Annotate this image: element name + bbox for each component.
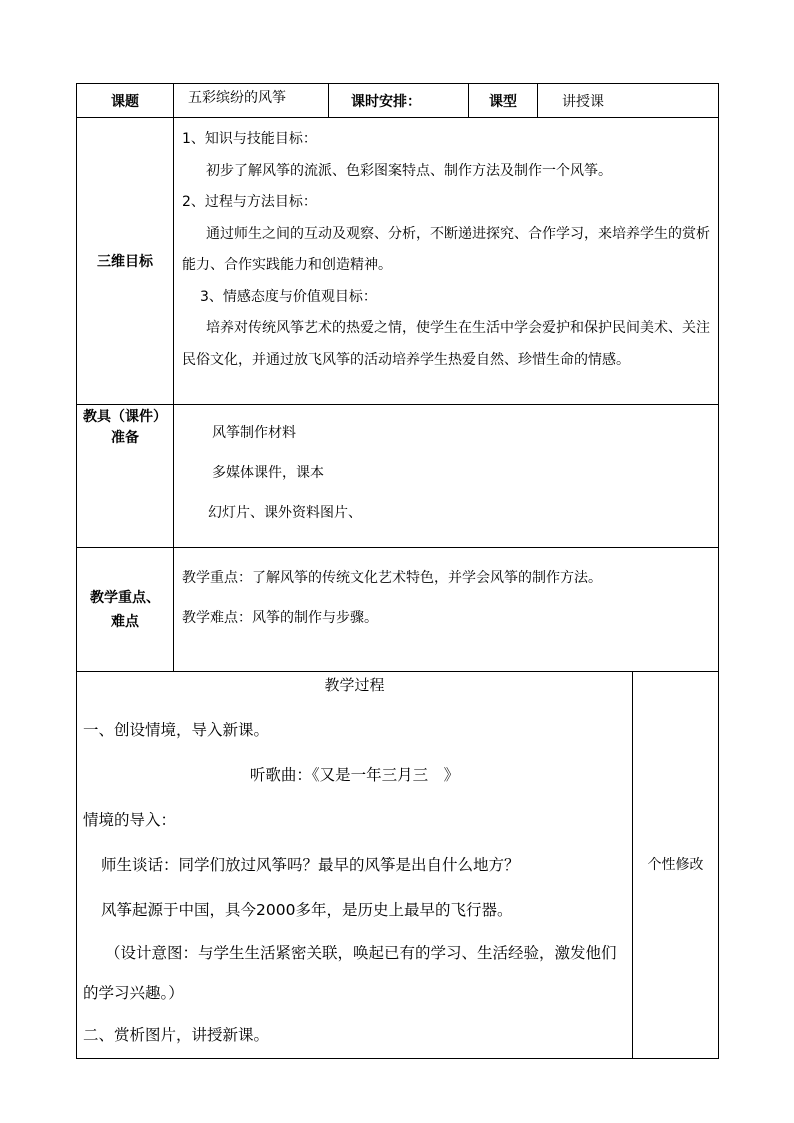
goal-process-heading: 2、过程与方法目标： <box>182 194 317 210</box>
process-context-intro: 情境的导入： <box>83 811 177 829</box>
tools-item-courseware: 多媒体课件，课本 <box>212 465 324 481</box>
personal-revision-heading: 个性修改 <box>647 857 704 873</box>
tools-label-line1: 教具（课件） <box>83 409 167 425</box>
topic-value: 五彩缤纷的风筝 <box>174 84 329 118</box>
schedule-label: 课时安排： <box>329 84 469 118</box>
goal-process-text: 通过师生之间的互动及观察、分析，不断递进探究、合作学习，来培养学生的赏析能力、合作实践能力和创造精神。 <box>182 225 710 273</box>
tools-content <box>174 405 719 548</box>
topic-label: 课题 <box>77 84 174 118</box>
tools-label-line2: 准备 <box>111 430 139 446</box>
process-step1: 一、创设情境，导入新课。 <box>83 721 270 739</box>
goals-row <box>77 118 719 405</box>
goal-knowledge-text: 初步了解风筝的流派、色彩图案特点、制作方法及制作一个风筝。 <box>206 162 612 179</box>
key-points-row <box>77 548 719 672</box>
process-heading: 教学过程 <box>324 676 385 694</box>
header-row <box>77 84 719 118</box>
key-label-line2: 难点 <box>111 613 139 630</box>
lesson-plan-table <box>76 83 719 1059</box>
process-design-intent: （设计意图：与学生生活紧密关联，唤起已有的学习、生活经验，激发他们的学习兴趣。） <box>83 944 617 1002</box>
key-difficulty-text: 教学难点：风筝的制作与步骤。 <box>182 610 378 626</box>
type-value: 讲授课 <box>538 84 719 118</box>
type-label: 课型 <box>469 84 538 118</box>
tools-label <box>77 405 174 548</box>
tools-row <box>77 405 719 548</box>
tools-item-materials: 风筝制作材料 <box>212 425 296 441</box>
process-dialogue: 师生谈话：同学们放过风筝吗？最早的风筝是出自什么地方？ <box>101 856 520 874</box>
goal-emotion-heading: 3、情感态度与价值观目标： <box>200 288 377 305</box>
process-content <box>77 672 633 1059</box>
goals-content <box>174 118 719 405</box>
goal-knowledge-heading: 1、知识与技能目标： <box>182 131 317 147</box>
personal-revision-column <box>633 672 719 1059</box>
key-label <box>77 548 174 672</box>
goal-emotion-text: 培养对传统风筝艺术的热爱之情，使学生在生活中学会爱护和保护民间美术、关注民俗文化，并通过放飞风筝的活动培养学生热爱自然、珍惜生命的情感。 <box>182 320 710 368</box>
process-step2: 二、赏析图片，讲授新课。 <box>83 1026 270 1044</box>
goals-label: 三维目标 <box>77 118 174 405</box>
tools-item-slides: 幻灯片、课外资料图片、 <box>208 505 362 521</box>
process-origin: 风筝起源于中国，具今2000多年，是历史上最早的飞行器。 <box>101 901 513 919</box>
key-label-line1: 教学重点、 <box>90 589 160 606</box>
process-row <box>77 672 719 1059</box>
key-content <box>174 548 719 672</box>
process-song: 听歌曲：《又是一年三月三 》 <box>249 766 460 784</box>
key-point-text: 教学重点：了解风筝的传统文化艺术特色，并学会风筝的制作方法。 <box>182 570 602 586</box>
